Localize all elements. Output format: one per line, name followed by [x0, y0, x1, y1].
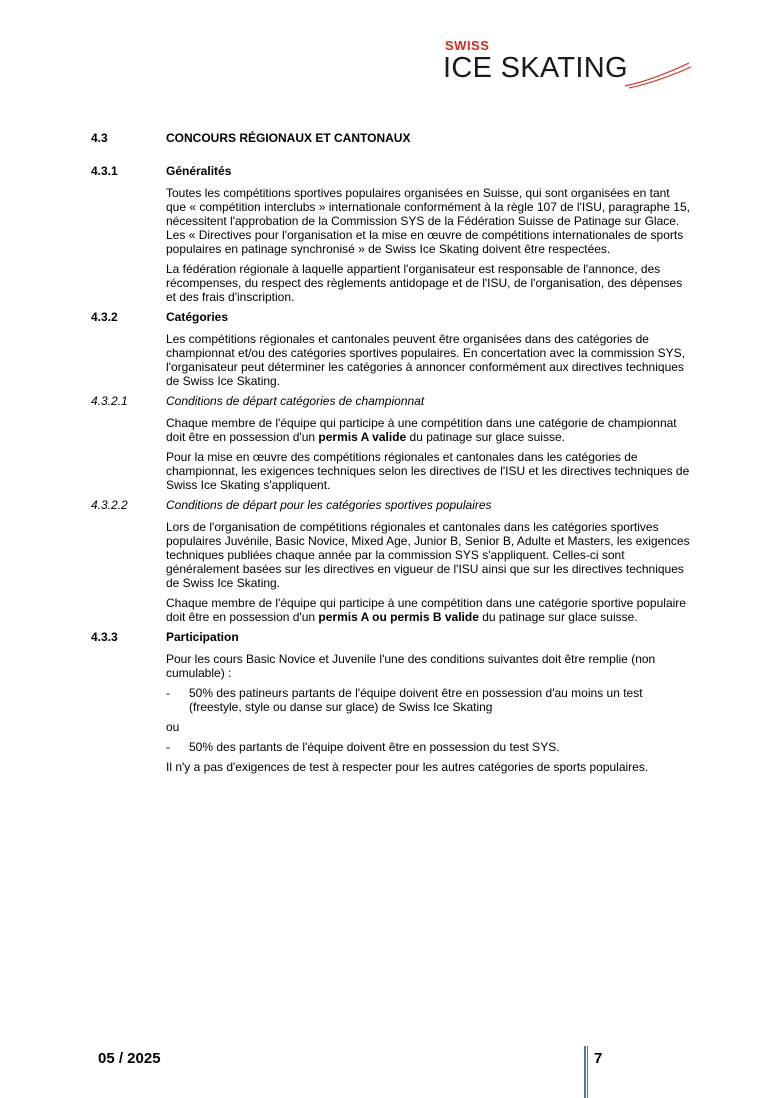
bold-text: permis A valide: [318, 430, 407, 444]
section-number: 4.3.3: [91, 630, 118, 644]
section-4-3-2-2-heading: [91, 498, 691, 512]
paragraph: [166, 416, 691, 444]
paragraph: Il n'y a pas d'exigences de test à respecter pour les autres catégories de sports populaires.: [166, 760, 649, 774]
section-title: Généralités: [166, 164, 232, 178]
section-title: Participation: [166, 630, 239, 644]
text-run: Chaque membre de l'équipe qui participe à une compétition dans une catégorie sportive populaire doit être en possession d'un: [166, 596, 686, 624]
logo-main-text: ICE SKATING: [443, 52, 628, 84]
section-4-3-2-1-heading: [91, 394, 691, 408]
paragraph: Les compétitions régionales et cantonales peuvent être organisées dans des catégories de championnat et/ou des catégories sportives populaires. En concertation avec la commission SYS, l'organisateur peut déterminer les catégories à annoncer conformément aux directives techniques de Swiss Ice Skating.: [166, 332, 685, 388]
bold-text: permis A ou permis B valide: [318, 610, 479, 624]
section-4-3-1-heading: [91, 164, 691, 178]
list-bullet: -: [166, 740, 170, 754]
logo-swoosh-icon: [623, 60, 693, 90]
section-4-3-2-heading: [91, 310, 691, 324]
paragraph: Pour la mise en œuvre des compétitions régionales et cantonales dans les catégories de championnat, les exigences techniques selon les directives de l'ISU et les directives techniques de Swiss Ice Skating s'appliquent.: [166, 450, 690, 492]
section-title: Catégories: [166, 310, 229, 324]
list-item: [166, 740, 691, 754]
logo-top-text: SWISS: [445, 38, 490, 53]
document-body: [91, 131, 691, 780]
section-4-3-3-heading: [91, 630, 691, 644]
footer-divider: [584, 1046, 586, 1098]
section-number: 4.3: [91, 131, 108, 145]
section-number: 4.3.2: [91, 310, 118, 324]
paragraph: Lors de l'organisation de compétitions régionales et cantonales dans les catégories sportives populaires Juvénile, Basic Novice, Mixed Age, Junior B, Senior B, Adulte et Masters, les exigences techniques publiées chaque année par la commission SYS s'appliquent. Celles-ci sont généralement basées sur les directives en vigueur de l'ISU ainsi que sur les directives techniques de Swiss Ice Skating.: [166, 520, 690, 590]
section-title: Conditions de départ catégories de championnat: [166, 394, 425, 408]
swiss-ice-skating-logo: [443, 38, 693, 88]
section-number: 4.3.2.1: [91, 394, 128, 408]
list-item: [166, 686, 691, 714]
section-title: CONCOURS RÉGIONAUX ET CANTONAUX: [166, 131, 411, 145]
text-run: du patinage sur glace suisse.: [406, 430, 565, 444]
section-number: 4.3.1: [91, 164, 118, 178]
paragraph: Pour les cours Basic Novice et Juvenile l'une des conditions suivantes doit être remplie (non cumulable) :: [166, 652, 656, 680]
footer-date: 05 / 2025: [98, 1050, 161, 1067]
paragraph: Toutes les compétitions sportives populaires organisées en Suisse, qui sont organisées en tant que « compétition interclubs » internationale conformément à la règle 107 de l'ISU, paragraphe 15, nécessitent l'approbation de la Commission SYS de la Fédération Suisse de Patinage sur Glace. Les « Directives pour l'organisation et la mise en œuvre de compétitions internationales de sports populaires en patinage synchronisé » de Swiss Ice Skating doivent être respectées.: [166, 186, 690, 256]
paragraph: ou: [166, 720, 180, 734]
footer-divider: [587, 1046, 588, 1098]
section-4-3-heading: [91, 131, 691, 145]
section-title: Conditions de départ pour les catégories sportives populaires: [166, 498, 492, 512]
paragraph: [166, 596, 691, 624]
list-item-text: 50% des patineurs partants de l'équipe doivent être en possession d'au moins un test (freestyle, style ou danse sur glace) de Swiss Ice Skating: [189, 686, 643, 714]
section-number: 4.3.2.2: [91, 498, 128, 512]
text-run: du patinage sur glace suisse.: [478, 610, 638, 624]
paragraph: La fédération régionale à laquelle appartient l'organisateur est responsable de l'annonce, des récompenses, du respect des règlements antidopage et de l'ISU, de l'organisation, des dépenses et des frais d'inscription.: [166, 262, 683, 304]
page-number: 7: [594, 1050, 603, 1067]
text-run: Chaque membre de l'équipe qui participe à une compétition dans une catégorie de championnat doit être en possession d'un: [166, 416, 677, 444]
list-item-text: 50% des partants de l'équipe doivent être en possession du test SYS.: [189, 740, 560, 754]
list-bullet: -: [166, 686, 170, 700]
